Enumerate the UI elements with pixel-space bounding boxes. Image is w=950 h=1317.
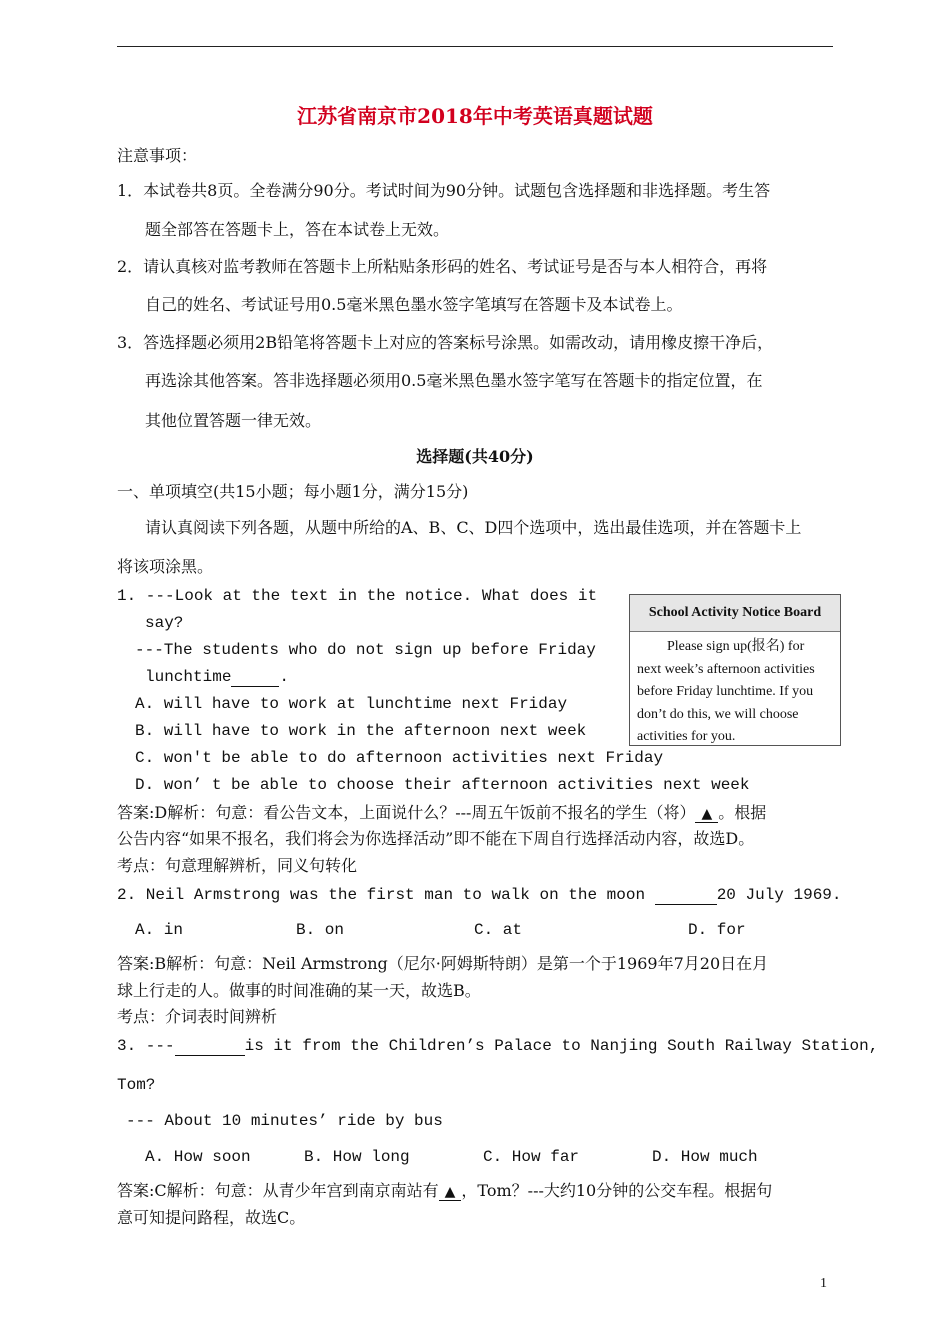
q1-option-c: C. won't be able to do afternoon activities next Friday (135, 749, 664, 767)
q1-answer-line-1 (117, 800, 766, 823)
q3-answer-blank (175, 1037, 245, 1056)
q1-answer-blank (231, 668, 279, 687)
q1-option-d: D. won’ t be able to choose their afternoon activities next week (135, 776, 750, 794)
q1-knowledge-point: 考点：句意理解辨析，同义句转化 (117, 856, 358, 875)
q2-knowledge-point: 考点：介词表时间辨析 (117, 1007, 278, 1026)
q3-stem (117, 1037, 878, 1056)
q3-answer-text: 答案:C解析：句意：从青少年宫到南京南站有 (117, 1181, 439, 1200)
q3-stem-end: is it from the Children’s Palace to Nanjing South Railway Station, (244, 1037, 879, 1055)
q1-line-3: ---The students who do not sign up before Friday (135, 641, 596, 659)
section-title: 选择题(共40分) (416, 447, 534, 466)
q1-option-b: B. will have to work in the afternoon next week (135, 722, 587, 740)
part1-heading: 一、单项填空(共15小题；每小题1分，满分15分) (117, 482, 469, 501)
notice-board-heading: School Activity Notice Board (630, 595, 840, 632)
notice-item-3-line-2: 再选涂其他答案。答非选择题必须用0.5毫米黑色墨水签字笔写在答题卡的指定位置，在 (145, 371, 763, 390)
q3-option-c: C. How far (483, 1148, 580, 1166)
q3-line-2: Tom? (117, 1076, 156, 1094)
notice-item-3-line-1: 3．答选择题必须用2B铅笔将答题卡上对应的答案标号涂黑。如需改动，请用橡皮擦干净后， (117, 333, 774, 352)
notice-board-line-2: next week’s afternoon activities (637, 661, 815, 677)
q2-option-c: C. at (474, 921, 523, 939)
q1-option-a: A. will have to work at lunchtime next Friday (135, 695, 568, 713)
q1-answer-text-end: 。根据 (718, 803, 767, 822)
q1-line-1: 1. ---Look at the text in the notice. What does it (117, 587, 598, 605)
q3-stem-text: 3. --- (117, 1037, 175, 1055)
q3-answer-line-2: 意可知提问路程，故选C。 (117, 1208, 306, 1227)
q2-answer-line-1: 答案:B解析：句意：Neil Armstrong（尼尔·阿姆斯特朗）是第一个于1969年7月20日在月 (117, 954, 769, 973)
notice-heading: 注意事项： (117, 146, 198, 165)
q3-option-d: D. How much (652, 1148, 758, 1166)
q1-line-2: say? (145, 614, 184, 632)
q3-option-b: B. How long (304, 1148, 410, 1166)
notice-item-1-line-1: 1．本试卷共8页。全卷满分90分。考试时间为90分钟。试题包含选择题和非选择题。考生答 (117, 181, 771, 200)
header-rule (117, 46, 833, 47)
notice-item-2-line-2: 自己的姓名、考试证号用0.5毫米黑色墨水签字笔填写在答题卡及本试卷上。 (145, 295, 683, 314)
q2-stem-end: 20 July 1969. (716, 886, 842, 904)
q3-answer-text-end: ，Tom？---大约10分钟的公交车程。根据句 (461, 1181, 773, 1200)
q1-answer-text: 答案:D解析：句意：看公告文本，上面说什么？---周五午饭前不报名的学生（将） (117, 803, 696, 822)
part1-instruction-line-1: 请认真阅读下列各题，从题中所给的A、B、C、D四个选项中，选出最佳选项，并在答题卡上 (145, 518, 802, 537)
q1-line-4 (145, 668, 289, 687)
page-title: 江苏省南京市2018年中考英语真题试题 (297, 104, 653, 128)
q3-option-a: A. How soon (145, 1148, 251, 1166)
part1-instruction-line-2: 将该项涂黑。 (117, 557, 214, 576)
q1-answer-line-2: 公告内容“如果不报名，我们将会为你选择活动”即不能在下周自行选择活动内容，故选D。 (117, 829, 755, 848)
q3-answer-line-1 (117, 1178, 772, 1201)
notice-board-line-1: Please sign up(报名) for (667, 639, 805, 654)
notice-board-body (630, 632, 840, 749)
notice-item-2-line-1: 2．请认真核对监考教师在答题卡上所粘贴条形码的姓名、考试证号是否与本人相符合，再将 (117, 257, 768, 276)
notice-board-line-5: activities for you. (637, 729, 736, 744)
notice-board-line-4: don’t do this, we will choose (637, 706, 799, 722)
q1-line-4-end: . (279, 668, 290, 686)
notice-board-box (629, 594, 841, 746)
q2-stem (117, 886, 842, 905)
notice-board-line-3: before Friday lunchtime. If you (637, 684, 814, 699)
q2-stem-text: 2. Neil Armstrong was the first man to walk on the moon (117, 886, 655, 904)
notice-item-1-line-2: 题全部答在答题卡上，答在本试卷上无效。 (145, 220, 450, 239)
q2-option-d: D. for (688, 921, 746, 939)
q3-answer-triangle: ▲ (439, 1184, 462, 1201)
q1-answer-triangle: ▲ (695, 806, 718, 823)
notice-item-3-line-3: 其他位置答题一律无效。 (145, 411, 322, 430)
page-number: 1 (820, 1276, 827, 1291)
q2-option-b: B. on (296, 921, 345, 939)
q2-option-a: A. in (135, 921, 184, 939)
q2-answer-blank (655, 886, 717, 905)
q2-answer-line-2: 球上行走的人。做事的时间准确的某一天，故选B。 (117, 981, 481, 1000)
q1-line-4-text: lunchtime (145, 668, 232, 686)
q3-line-3: --- About 10 minutes’ ride by bus (126, 1112, 443, 1130)
